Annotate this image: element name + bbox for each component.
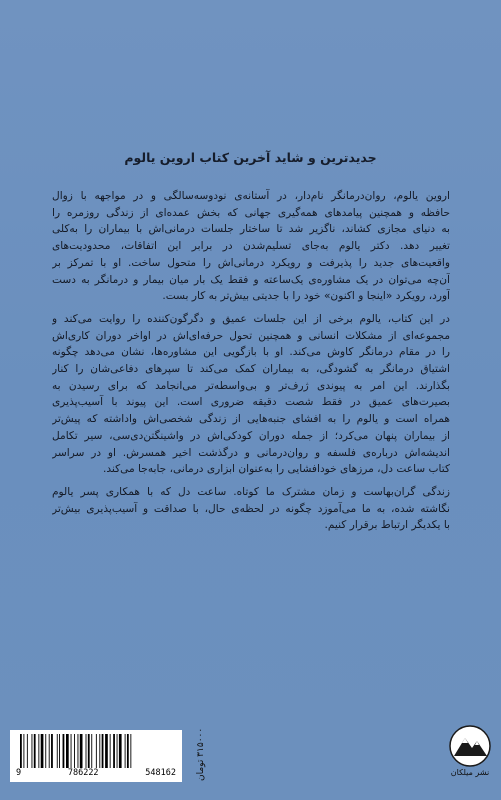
blurb-line: زندگی گران‌بهاست و زمان مشترک ما کوتاه. ساعت دل که با همکاری پسر یالوم: [52, 485, 450, 498]
blurb-line: اروین یالوم، روان‌درمانگر نام‌دار، در آستانه‌ی نودوسه‌سالگی و در مواجهه با زوال: [52, 190, 450, 202]
barcode-bar: [59, 734, 60, 768]
barcode-bar: [78, 734, 79, 768]
barcode-bar: [49, 734, 50, 768]
barcode-bar: [127, 734, 129, 768]
barcode-bar: [71, 734, 72, 768]
blurb-line: تغییر دهد. دکتر یالوم به‌جای تسلیم‌شدن در برابر این اتفاقات، محدودیت‌های: [52, 240, 450, 253]
barcode-bar: [130, 734, 131, 768]
blurb-line: همراه است و یالوم را به افشای جنبه‌هایی از زندگی شخصی‌اش واداشته که پیش‌تر: [52, 413, 450, 426]
blurb-line: آن‌چه می‌توان در یک مشاوره‌ی یک‌ساعته و فقط یک بار میان بیمار و درمانگر به دست: [52, 273, 450, 286]
blurb-line: نگاشته شده، به ما می‌آموزد چگونه در لحظه‌ی حال، با صداقت و آسیب‌پذیری بیش‌تر: [52, 502, 450, 515]
blurb-text: [52, 188, 450, 540]
cover-headline: جدیدترین و شاید آخرین کتاب اروین یالوم: [124, 150, 377, 165]
barcode-bar: [66, 734, 69, 768]
barcode-bar: [119, 734, 122, 768]
blurb-line: مجموعه‌ای از مشکلات انسانی و همچنین تحول حرفه‌ای‌اش در اواخر دوران کاری‌اش: [52, 329, 450, 342]
blurb-line: اندیشه‌اش درباره‌ی فلسفه و روان‌درمانی و درگذشت اخیر همسرش. او در سراسر: [52, 446, 450, 459]
barcode-bar: [41, 734, 44, 768]
barcode-bar: [23, 734, 24, 768]
blurb-line: با یکدیگر ارتباط برقرار کنیم.: [324, 519, 450, 532]
barcode-bar: [102, 734, 104, 768]
barcode-digit-group: 548162: [145, 768, 176, 778]
barcode-digit-group: 786222: [67, 768, 99, 778]
blurb-line: اشتیاق درمانگر به گشودگی، به بیماران کمک می‌کند تا سپرهای دفاعی‌شان را کنار: [52, 363, 450, 376]
barcode-bar: [74, 734, 75, 768]
barcode-bars: [18, 734, 174, 768]
barcode-bar: [91, 734, 92, 768]
barcode-bar: [57, 734, 58, 768]
blurb-line: بصیرت‌های عمیق در فقط شصت دقیقه ضروری است. این پیوند با آسیب‌پذیری: [52, 396, 450, 409]
barcode-bar: [99, 734, 100, 768]
blurb-line: از بیماران پنهان می‌کرد؛ از جمله دوران کودکی‌اش در واشینگتن‌دی‌سی، سیر تکامل: [52, 429, 450, 442]
blurb-line: در این کتاب، یالوم برخی از این جلسات عمیق و دگرگون‌کننده را روایت می‌کند و: [52, 312, 450, 325]
barcode-bar: [80, 734, 83, 768]
blurb-paragraph: [52, 311, 450, 478]
blurb-line: واقعیت‌های جدید را پذیرفت و رویکرد درمانی‌اش را متحول ساخت. او با تمرکز بر: [52, 256, 450, 269]
mountain-logo-icon: [446, 724, 494, 768]
barcode-bar: [105, 734, 108, 768]
barcode-bar: [125, 734, 126, 768]
barcode-bar: [117, 734, 118, 768]
isbn-barcode: [10, 730, 182, 782]
blurb-line: آورد، رویکرد «اینجا و اکنون» خود را با جدیتی بیش‌تر به کار بست.: [162, 290, 450, 303]
blurb-line: را در مقام درمانگر کاوش می‌کند. او با بازگویی این مشاوره‌ها، نشان می‌دهد چگونه: [52, 346, 450, 359]
barcode-bar: [38, 734, 39, 768]
barcode-bar: [27, 734, 28, 768]
barcode-bar: [63, 734, 65, 768]
barcode-bar: [51, 734, 53, 768]
publisher-name: نشر میلکان: [450, 768, 490, 777]
price-label: ۳۱۵۰۰۰ تومان: [196, 728, 206, 782]
barcode-bar: [113, 734, 115, 768]
barcode-bar: [88, 734, 90, 768]
barcode-bar: [45, 734, 46, 768]
barcode-digits: [16, 768, 176, 778]
barcode-bar: [20, 734, 22, 768]
barcode-bar: [96, 734, 97, 768]
barcode-digit-group: 9: [16, 768, 22, 778]
publisher-logo: [446, 724, 494, 786]
blurb-paragraph: [52, 188, 450, 305]
barcode-bar: [32, 734, 33, 768]
blurb-line: به دنیای مجازی کشاند، ناگزیر شد تا ساختار جلسات درمانی‌اش با بیماران را به‌کلی: [52, 223, 450, 236]
barcode-bar: [86, 734, 87, 768]
blurb-line: بگذارند. این امر به پیوندی ژرف‌تر و بی‌واسطه‌تر می‌انجامد که برای رسیدن به: [52, 379, 450, 392]
barcode-bar: [110, 734, 111, 768]
blurb-paragraph: [52, 484, 450, 534]
blurb-line: حافظه و همچنین پیامدهای همه‌گیری جهانی که بخش عمده‌ای از زندگی روزمره را: [52, 206, 450, 219]
barcode-bar: [34, 734, 36, 768]
blurb-line: کتاب ساعت دل، مرزهای خودافشایی را به‌عنوان ابزاری درمانی، جابه‌جا می‌کند.: [103, 463, 450, 476]
